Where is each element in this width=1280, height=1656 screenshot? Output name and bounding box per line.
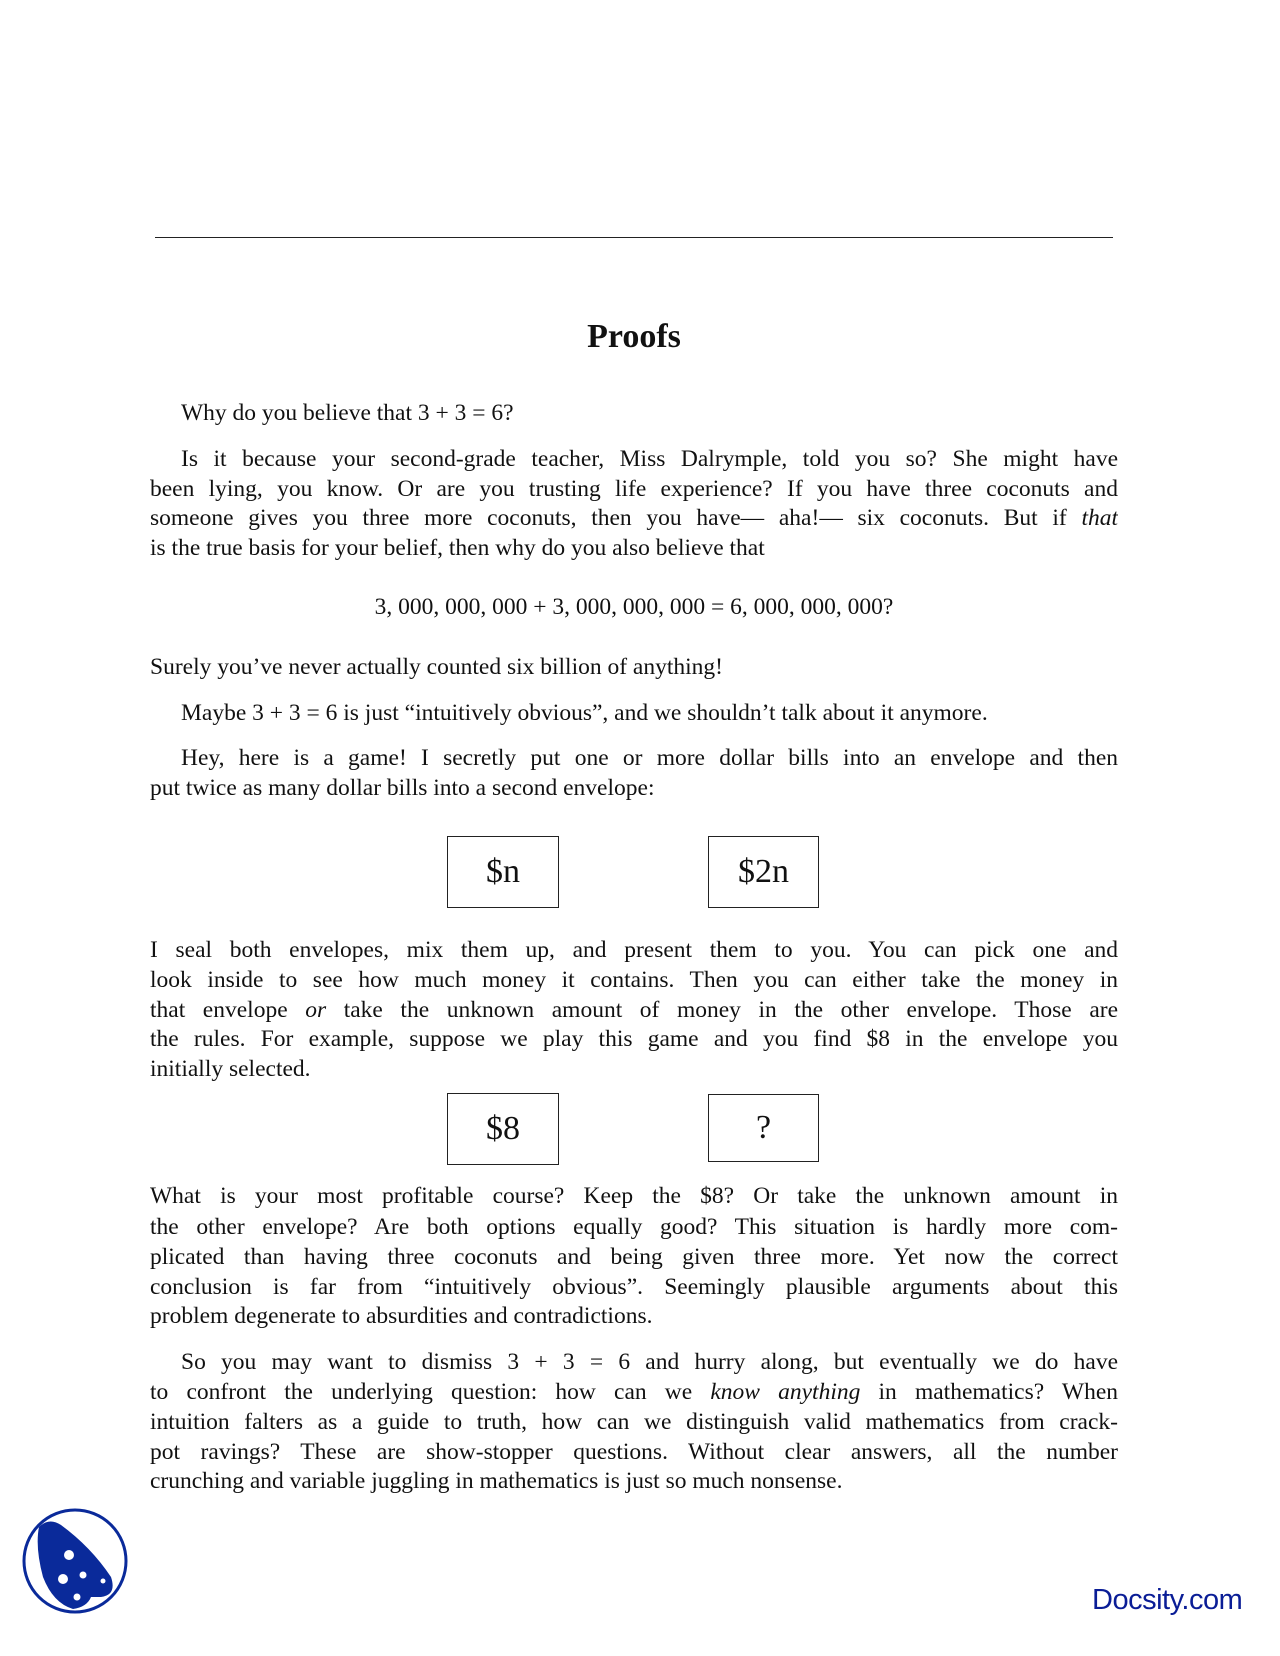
emphasis-text: or bbox=[305, 997, 327, 1023]
docsity-brand-link[interactable]: Docsity.com bbox=[1092, 1584, 1243, 1616]
text-line bbox=[150, 1377, 1118, 1407]
text-segment: take the unknown amount of money in the other envelope. Those are bbox=[326, 997, 1118, 1023]
text-line: Why do you believe that 3 + 3 = 6? bbox=[181, 400, 514, 426]
envelope-unknown bbox=[708, 1094, 819, 1162]
text-line: problem degenerate to absurdities and contradictions. bbox=[150, 1303, 653, 1329]
emphasis-text: know anything bbox=[710, 1379, 861, 1405]
envelope-n bbox=[447, 836, 559, 908]
text-line: Is it because your second-grade teacher, Miss Dalrymple, told you so? She might have bbox=[181, 446, 1118, 472]
emphasis-text: that bbox=[1081, 505, 1118, 531]
text-line: initially selected. bbox=[150, 1056, 311, 1082]
text-line: pot ravings? These are show-stopper questions. Without clear answers, all the number bbox=[150, 1439, 1118, 1465]
text-line: been lying, you know. Or are you trusting life experience? If you have three coconuts and bbox=[150, 476, 1118, 502]
docsity-logo-icon[interactable] bbox=[21, 1507, 130, 1615]
text-line: put twice as many dollar bills into a second envelope: bbox=[150, 775, 655, 801]
text-segment: to confront the underlying question: how can we bbox=[150, 1379, 711, 1405]
text-line: conclusion is far from “intuitively obvious”. Seemingly plausible arguments about this bbox=[150, 1274, 1118, 1300]
text-line: crunching and variable juggling in mathematics is just so much nonsense. bbox=[150, 1468, 843, 1494]
text-line: the rules. For example, suppose we play this game and you find $8 in the envelope you bbox=[150, 1026, 1118, 1052]
text-segment: someone gives you three more coconuts, then you have— aha!— six coconuts. But if bbox=[150, 505, 1082, 531]
text-line: 3, 000, 000, 000 + 3, 000, 000, 000 = 6, 000, 000, 000? bbox=[374, 594, 894, 620]
envelope-8 bbox=[447, 1093, 559, 1165]
text-line: look inside to see how much money it contains. Then you can either take the money in bbox=[150, 967, 1118, 993]
text-line: So you may want to dismiss 3 + 3 = 6 and hurry along, but eventually we do have bbox=[181, 1349, 1118, 1375]
text-line bbox=[150, 995, 1118, 1025]
text-line: intuition falters as a guide to truth, how can we distinguish valid mathematics from crack- bbox=[150, 1409, 1118, 1435]
envelope-2n bbox=[708, 836, 819, 908]
envelope-label: $n bbox=[486, 853, 520, 890]
text-line: Hey, here is a game! I secretly put one or more dollar bills into an envelope and then bbox=[181, 745, 1118, 771]
header-rule bbox=[155, 237, 1113, 238]
text-line: I seal both envelopes, mix them up, and present them to you. You can pick one and bbox=[150, 937, 1118, 963]
text-line: the other envelope? Are both options equally good? This situation is hardly more com- bbox=[150, 1214, 1118, 1240]
text-line bbox=[150, 503, 1118, 533]
envelope-label: ? bbox=[755, 1109, 772, 1146]
envelope-label: $8 bbox=[486, 1110, 520, 1147]
text-line: Surely you’ve never actually counted six billion of anything! bbox=[150, 654, 723, 680]
envelope-label: $2n bbox=[738, 853, 789, 890]
page-title: Proofs bbox=[587, 318, 681, 355]
text-line: is the true basis for your belief, then why do you also believe that bbox=[150, 535, 765, 561]
text-line: What is your most profitable course? Keep the $8? Or take the unknown amount in bbox=[150, 1183, 1118, 1209]
text-segment: in mathematics? When bbox=[860, 1379, 1118, 1405]
text-segment: that envelope bbox=[150, 997, 306, 1023]
text-line: plicated than having three coconuts and being given three more. Yet now the correct bbox=[150, 1244, 1118, 1270]
text-line: Maybe 3 + 3 = 6 is just “intuitively obvious”, and we shouldn’t talk about it anymore. bbox=[181, 700, 988, 726]
